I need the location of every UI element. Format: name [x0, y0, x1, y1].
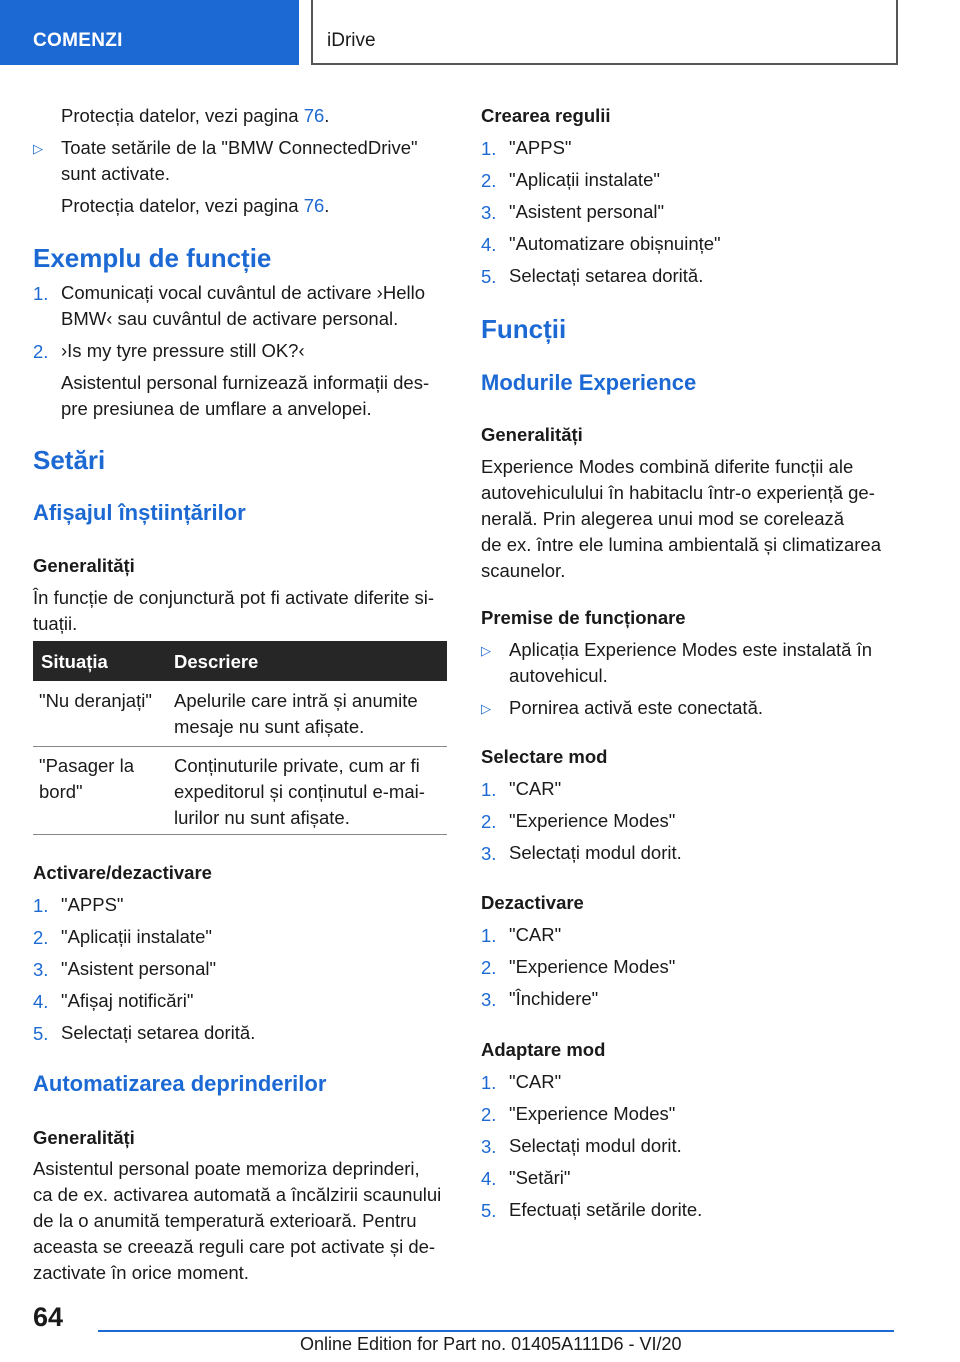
chapter-title: iDrive — [327, 30, 376, 51]
section-title: COMENZI — [33, 30, 123, 51]
table-divider — [33, 834, 447, 835]
list-number: 2. — [33, 927, 49, 948]
heading-experience-modes: Modurile Experience — [481, 370, 697, 395]
list-item-text: ›Is my tyre pressure still OK?‹ — [61, 340, 305, 361]
bullet-text: Pornirea activă este conectată. — [509, 697, 764, 718]
heading-rule-creation: Crearea regulii — [481, 105, 611, 126]
table-header — [33, 641, 447, 681]
table-cell: lurilor nu sunt afișate. — [174, 807, 350, 828]
table-cell: "Pasager la — [39, 755, 135, 776]
table-cell: "Nu deranjați" — [39, 690, 152, 711]
list-item-text: "CAR" — [509, 778, 562, 799]
list-item-text: Selectați setarea dorită. — [61, 1022, 256, 1043]
list-item-text: "Automatizare obișnuințe" — [509, 233, 721, 254]
list-item-text: "Închidere" — [509, 988, 599, 1009]
paragraph-line: tuații. — [33, 613, 78, 634]
heading-deactivation: Dezactivare — [481, 892, 584, 913]
heading-general: Generalități — [481, 424, 583, 445]
heading-notifications: Afișajul înștiințărilor — [33, 500, 246, 525]
list-item-text: Efectuați setările dorite. — [509, 1199, 703, 1220]
heading-settings: Setări — [33, 445, 106, 475]
bullet-text: Toate setările de la "BMW ConnectedDrive" — [61, 137, 418, 158]
paragraph-line: aceasta se creează reguli care pot activate și de- — [33, 1236, 436, 1257]
list-item-text: "CAR" — [509, 1071, 562, 1092]
column-header: Situația — [41, 651, 108, 672]
footer-divider — [98, 1330, 894, 1332]
list-number: 3. — [33, 959, 49, 980]
list-number: 1. — [481, 1072, 497, 1093]
paragraph-line: autovehiculului în habitaclu într-o experiență ge- — [481, 482, 875, 503]
bullet-triangle-icon: ▷ — [33, 141, 43, 156]
heading-general: Generalități — [33, 555, 135, 576]
list-item-text: pre presiunea de umflare a anvelopei. — [61, 398, 372, 419]
list-item-text: "APPS" — [61, 894, 124, 915]
list-number: 5. — [481, 1200, 497, 1221]
page-link[interactable]: 76 — [303, 105, 325, 126]
list-item-text: Comunicați vocal cuvântul de activare ›Hello — [61, 282, 426, 303]
page-link[interactable]: 76 — [303, 195, 325, 216]
list-number: 1. — [481, 779, 497, 800]
list-number: 5. — [481, 266, 497, 287]
chapter-tab — [311, 0, 898, 65]
list-number: 4. — [33, 991, 49, 1012]
list-item-text: "Afișaj notificări" — [61, 990, 194, 1011]
paragraph-line: scaunelor. — [481, 560, 566, 581]
table-cell: mesaje nu sunt afișate. — [174, 716, 365, 737]
paragraph-line: Experience Modes combină diferite funcții ale — [481, 456, 854, 477]
bullet-text: sunt activate. — [61, 163, 171, 184]
table-cell: Apelurile care intră și anumite — [174, 690, 418, 711]
list-item-text: "Asistent personal" — [509, 201, 665, 222]
list-number: 2. — [481, 957, 497, 978]
list-item-text: "Experience Modes" — [509, 810, 676, 831]
footer-edition: Online Edition for Part no. 01405A111D6 - VI/20 — [300, 1334, 682, 1354]
page-number: 64 — [33, 1302, 64, 1332]
heading-example: Exemplu de funcție — [33, 243, 272, 273]
bullet-triangle-icon: ▷ — [481, 643, 491, 658]
list-item-text: "Experience Modes" — [509, 956, 676, 977]
list-item-text: "CAR" — [509, 924, 562, 945]
paragraph-line: ca de ex. activarea automată a încălzirii scaunului — [33, 1184, 442, 1205]
list-number: 2. — [33, 341, 49, 362]
section-tab — [0, 0, 299, 65]
list-number: 3. — [481, 989, 497, 1010]
list-item-text: "Aplicații instalate" — [61, 926, 212, 947]
list-item-text: "Asistent personal" — [61, 958, 217, 979]
list-number: 3. — [481, 843, 497, 864]
list-item-text: Selectați setarea dorită. — [509, 265, 704, 286]
paragraph-line: nerală. Prin alegerea unui mod se corelează — [481, 508, 845, 529]
paragraph-line: zactivate în orice moment. — [33, 1262, 249, 1283]
list-number: 1. — [33, 283, 49, 304]
privacy-note-2: Protecția datelor, vezi pagina 76. — [61, 195, 330, 216]
list-number: 1. — [481, 925, 497, 946]
bullet-text: autovehicul. — [509, 665, 608, 686]
list-number: 2. — [481, 170, 497, 191]
list-item-text: "APPS" — [509, 137, 572, 158]
list-item-text: "Experience Modes" — [509, 1103, 676, 1124]
paragraph-line: În funcție de conjunctură pot fi activate diferite si- — [33, 587, 435, 608]
list-item-text: Selectați modul dorit. — [509, 842, 682, 863]
heading-prerequisites: Premise de funcționare — [481, 607, 686, 628]
heading-functions: Funcții — [481, 314, 567, 344]
bullet-text: Aplicația Experience Modes este instalată în — [509, 639, 873, 660]
list-number: 1. — [481, 138, 497, 159]
heading-activation: Activare/dezactivare — [33, 862, 212, 883]
list-number: 5. — [33, 1023, 49, 1044]
list-number: 4. — [481, 234, 497, 255]
heading-general: Generalități — [33, 1127, 135, 1148]
list-item-text: Asistentul personal furnizează informații des- — [61, 372, 430, 393]
privacy-note-1: Protecția datelor, vezi pagina 76. — [61, 105, 330, 126]
list-number: 3. — [481, 1136, 497, 1157]
heading-select-mode: Selectare mod — [481, 746, 608, 767]
list-number: 2. — [481, 1104, 497, 1125]
table-divider — [33, 746, 447, 747]
paragraph-line: de ex. între ele lumina ambientală și climatizarea — [481, 534, 881, 555]
column-header: Descriere — [174, 651, 259, 672]
list-item-text: "Aplicații instalate" — [509, 169, 660, 190]
list-item-text: Selectați modul dorit. — [509, 1135, 682, 1156]
paragraph-line: Asistentul personal poate memoriza deprinderi, — [33, 1158, 420, 1179]
table-cell: bord" — [39, 781, 83, 802]
list-number: 2. — [481, 811, 497, 832]
list-item-text: "Setări" — [509, 1167, 571, 1188]
list-number: 3. — [481, 202, 497, 223]
list-number: 4. — [481, 1168, 497, 1189]
list-number: 1. — [33, 895, 49, 916]
bullet-triangle-icon: ▷ — [481, 701, 491, 716]
table-cell: expeditorul și conținutul e-mai- — [174, 781, 425, 802]
heading-adapt-mode: Adaptare mod — [481, 1039, 606, 1060]
table-cell: Conținuturile private, cum ar fi — [174, 755, 420, 776]
heading-automation: Automatizarea deprinderilor — [33, 1071, 327, 1096]
list-item-text: BMW‹ sau cuvântul de activare personal. — [61, 308, 399, 329]
paragraph-line: de la o anumită temperatură exterioară. Pentru — [33, 1210, 417, 1231]
